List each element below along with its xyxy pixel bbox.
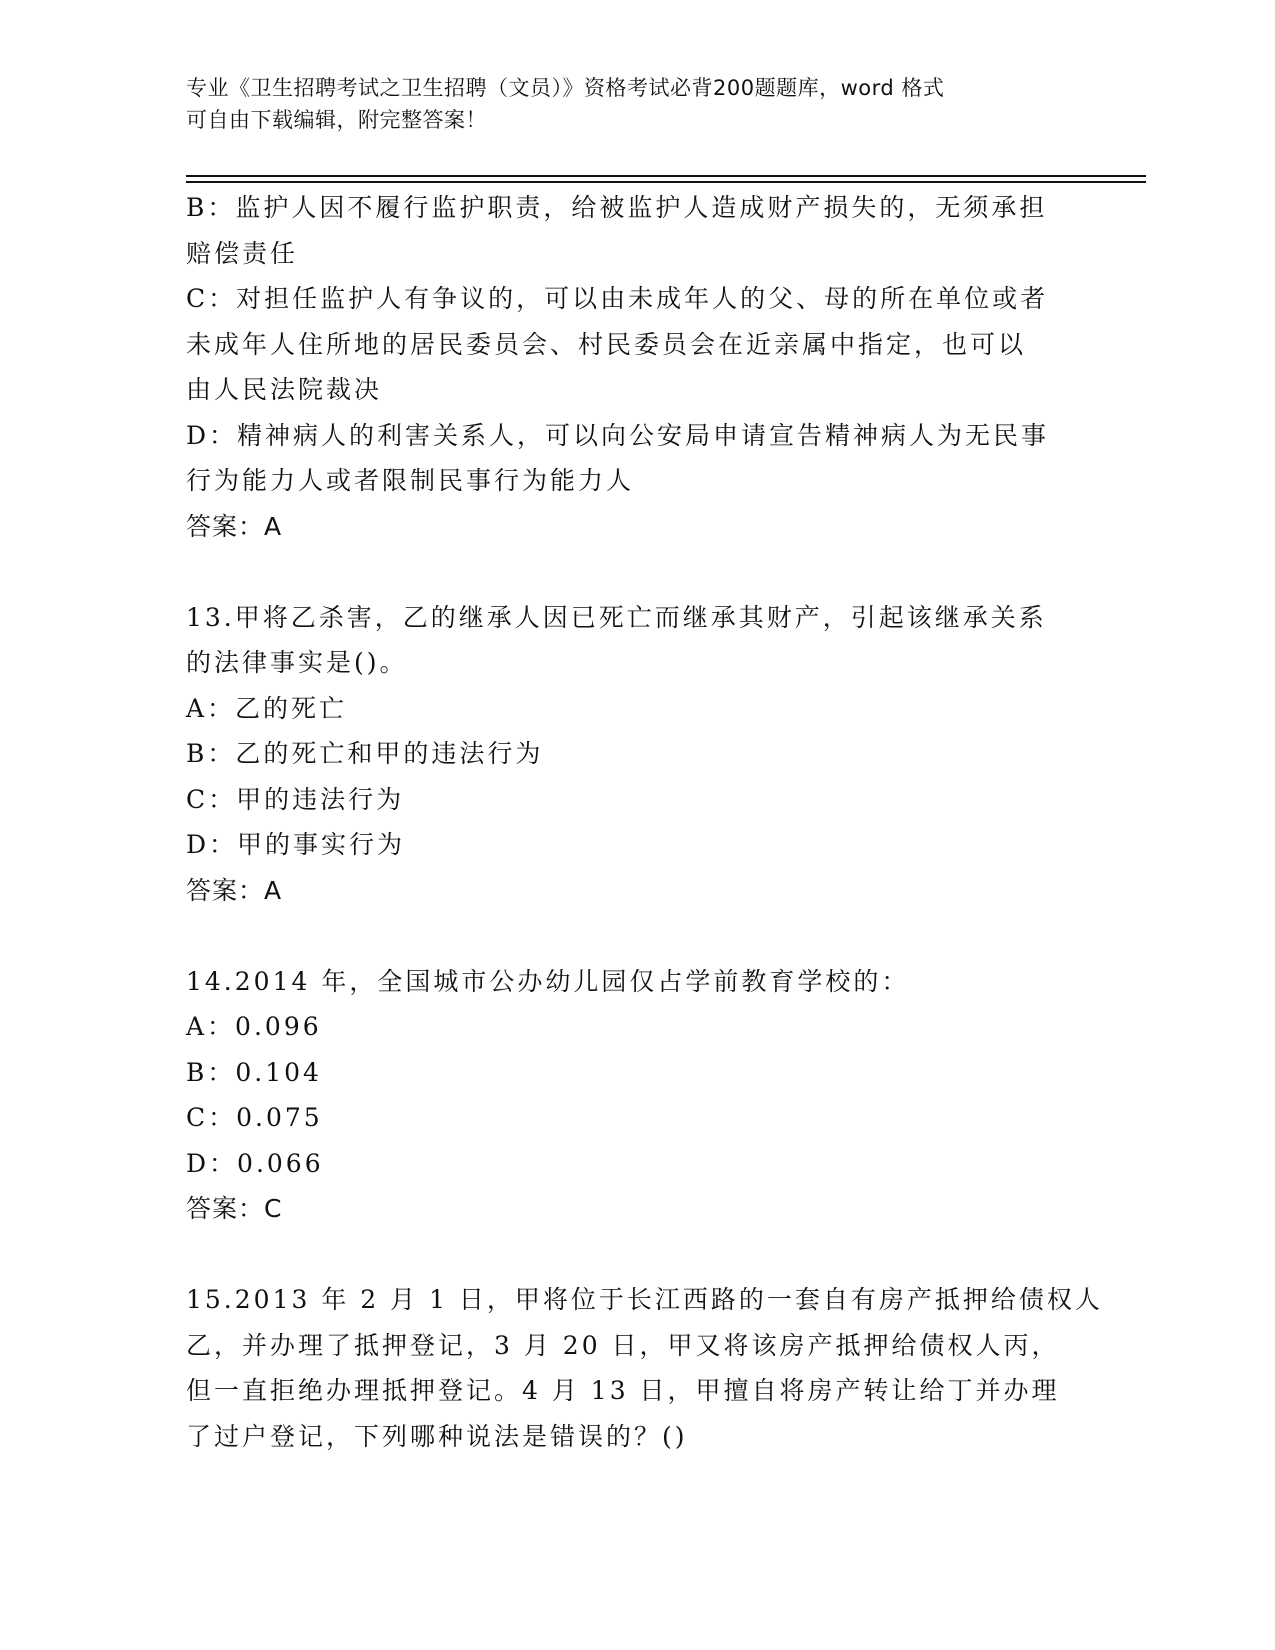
question-text: 乙，并办理了抵押登记，3 月 20 日，甲又将该房产抵押给债权人丙， (186, 1330, 1060, 1360)
header-line: 专业《卫生招聘考试之卫生招聘（文员）》资格考试必背200题题库，word 格式 (186, 76, 945, 100)
header-line: 可自由下载编辑，附完整答案！ (186, 108, 487, 132)
question-line: 赔偿责任 (186, 238, 299, 268)
spacer (186, 549, 1086, 595)
question-line: 未成年人住所地的居民委员会、村民委员会在近亲属中指定，也可以 (186, 329, 1027, 359)
question-line: 行为能力人或者限制民事行为能力人 (186, 466, 635, 495)
answer-line: 答案：A (186, 875, 283, 905)
option-c: C：0.075 (186, 1103, 323, 1132)
question-text: 了过户登记，下列哪种说法是错误的？() (186, 1421, 688, 1451)
header-rule-bottom (186, 181, 1146, 183)
answer-line: 答案：C (186, 1194, 283, 1223)
question-block (186, 185, 1086, 549)
question-text: 但一直拒绝办理抵押登记。4 月 13 日，甲擅自将房产转让给丁并办理 (186, 1376, 1060, 1405)
document-header (186, 72, 1066, 136)
option-b: B：乙的死亡和甲的违法行为 (186, 739, 544, 768)
question-text: 14.2014 年，全国城市公办幼儿园仅占学前教育学校的： (186, 966, 910, 996)
answer-line: 答案：A (186, 511, 283, 541)
question-block (186, 1277, 1103, 1459)
question-block (186, 595, 1086, 914)
question-text: 13.甲将乙杀害，乙的继承人因已死亡而继承其财产，引起该继承关系 (186, 602, 1047, 632)
question-text: 的法律事实是()。 (186, 648, 408, 677)
option-d: D：0.066 (186, 1148, 324, 1178)
header-rule-top (186, 175, 1146, 177)
question-line: B：监护人因不履行监护职责，给被监护人造成财产损失的，无须承担 (186, 193, 1048, 222)
question-line: D：精神病人的利害关系人，可以向公安局申请宣告精神病人为无民事 (186, 420, 1050, 450)
question-text: 15.2013 年 2 月 1 日，甲将位于长江西路的一套自有房产抵押给债权人 (186, 1285, 1103, 1314)
spacer (186, 1232, 1086, 1278)
option-b: B：0.104 (186, 1057, 322, 1087)
question-line: 由人民法院裁决 (186, 375, 383, 404)
option-d: D：甲的事实行为 (186, 830, 406, 859)
option-a: A：0.096 (186, 1012, 322, 1041)
option-c: C：甲的违法行为 (186, 784, 405, 814)
question-line: C：对担任监护人有争议的，可以由未成年人的父、母的所在单位或者 (186, 284, 1049, 313)
question-block (186, 959, 1086, 1232)
document-body (186, 185, 1103, 1459)
option-a: A：乙的死亡 (186, 693, 348, 723)
spacer (186, 913, 1086, 959)
